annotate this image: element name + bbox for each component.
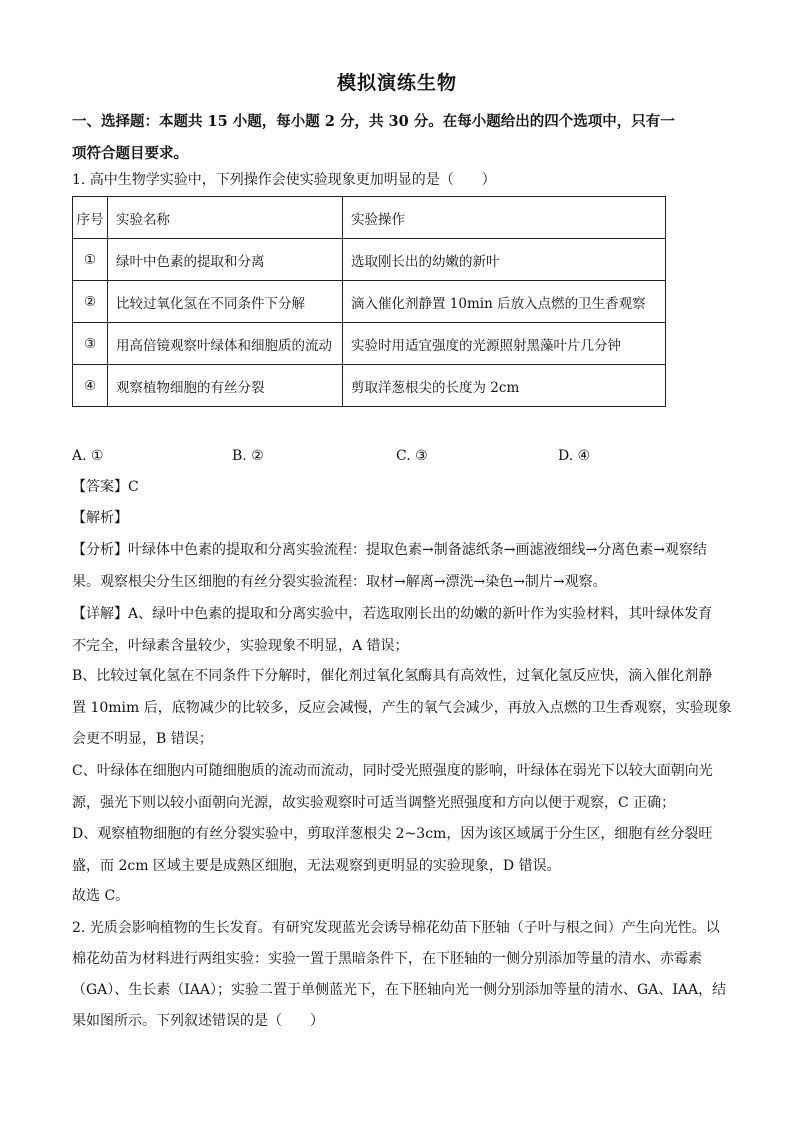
- question-1-stem: 1. 高中生物学实验中，下列操作会使实验现象更加明显的是（ ）: [72, 172, 496, 188]
- table-header-cell: 实验名称: [108, 197, 343, 239]
- table-row: [73, 239, 666, 281]
- table-row: [73, 323, 666, 365]
- question-2-line: 棉花幼苗为材料进行两组实验：实验一置于黑暗条件下，在下胚轴的一侧分别添加等量的清水、赤霉素: [72, 951, 702, 967]
- answer-label: 【答案】: [72, 479, 128, 495]
- table-cell: ②: [73, 281, 108, 323]
- xiangjie-text: 不完全，叶绿素含量较少，实验现象不明显，A 错误；: [72, 637, 409, 654]
- explanation-line: C、叶绿体在细胞内可随细胞质的流动而流动，同时受光照强度的影响，叶绿体在弱光下以较大面朝向光: [72, 763, 713, 779]
- section-heading-line: 一、选择题：本题共 15 小题，每小题 2 分，共 30 分。在每小题给出的四个选项中，只有一: [72, 113, 675, 130]
- explanation-line: B、比较过氧化氢在不同条件下分解时，催化剂过氧化氢酶具有高效性，过氧化氢反应快，滴入催化剂静: [72, 668, 713, 684]
- table-header-cell: 实验操作: [343, 197, 666, 239]
- fenxi-paragraph: [72, 535, 732, 598]
- explanation-line: 源，强光下则以较小面朝向光源，故实验观察时可适当调整光照强度和方向以便于观察，C 正确；: [72, 794, 676, 811]
- table-cell: 实验时用适宜强度的光源照射黑藻叶片几分钟: [343, 323, 666, 365]
- explanation-b: [72, 661, 732, 756]
- table-cell: 观察植物细胞的有丝分裂: [108, 365, 343, 407]
- page-title: 模拟演练生物: [336, 72, 457, 94]
- explanation-d: [72, 819, 732, 882]
- fenxi-text: 叶绿体中色素的提取和分离实验流程：提取色素→制备滤纸条→画滤液细线→分离色素→观察结: [128, 542, 707, 558]
- table-cell: 比较过氧化氢在不同条件下分解: [108, 281, 343, 323]
- table-cell: 剪取洋葱根尖的长度为 2cm: [343, 365, 666, 407]
- option-d[interactable]: D. ④: [558, 448, 591, 464]
- answer-options: [72, 446, 732, 466]
- table-cell: ④: [73, 365, 108, 407]
- table-cell: 用高倍镜观察叶绿体和细胞质的流动: [108, 323, 343, 365]
- section-heading: [72, 106, 732, 170]
- explanation-line: 盛，而 2cm 区域主要是成熟区细胞，无法观察到更明显的实验现象，D 错误。: [72, 857, 561, 874]
- answer-value: C: [128, 479, 139, 495]
- section-heading-line: 项符合题目要求。: [72, 145, 188, 162]
- table-row: [73, 281, 666, 323]
- xiangjie-paragraph: [72, 599, 732, 662]
- explanation-c: [72, 756, 732, 819]
- table-cell: ③: [73, 323, 108, 365]
- option-b[interactable]: B. ②: [232, 448, 264, 464]
- table-cell: 绿叶中色素的提取和分离: [108, 239, 343, 281]
- table-cell: ①: [73, 239, 108, 281]
- answer-line: [72, 472, 732, 504]
- table-header-cell: 序号: [73, 197, 108, 239]
- explanation-line: 置 10mim 后，底物减少的比较多，反应会减慢，产生的氧气会减少，再放入点燃的卫生香观察，实验现象: [72, 699, 732, 716]
- option-a[interactable]: A. ①: [72, 448, 104, 464]
- analysis-label: 【解析】: [72, 510, 128, 526]
- xiangjie-text: A、绿叶中色素的提取和分离实验中，若选取刚长出的幼嫩的新叶作为实验材料，其叶绿体发育: [128, 606, 713, 622]
- table-cell: 滴入催化剂静置 10min 后放入点燃的卫生香观察: [343, 281, 666, 323]
- table-cell: 选取刚长出的幼嫩的新叶: [343, 239, 666, 281]
- experiment-table: [72, 196, 666, 407]
- explanation-line: D、观察植物细胞的有丝分裂实验中，剪取洋葱根尖 2~3cm，因为该区域属于分生区，细胞有丝分裂旺: [72, 826, 713, 842]
- fenxi-label: 【分析】: [72, 542, 128, 558]
- explanation-line: 会更不明显，B 错误；: [72, 731, 213, 747]
- table-header-row: [73, 197, 666, 239]
- question-2-line: 2. 光质会影响植物的生长发育。有研究发现蓝光会诱导棉花幼苗下胚轴（子叶与根之间）产生向光性。以: [72, 920, 720, 936]
- xiangjie-label: 【详解】: [72, 606, 128, 622]
- question-2-line: （GA）、生长素（IAA）；实验二置于单侧蓝光下，在下胚轴向光一侧分别添加等量的清水、GA、IAA，结: [72, 982, 727, 998]
- question-2-line: 果如图所示。下列叙述错误的是（ ）: [72, 1013, 324, 1029]
- conclusion-line: 故选 C。: [72, 888, 130, 904]
- fenxi-text: 果。观察根尖分生区细胞的有丝分裂实验流程：取材→解离→漂洗→染色→制片→观察。: [72, 573, 607, 590]
- table-row: [73, 365, 666, 407]
- option-c[interactable]: C. ③: [396, 448, 428, 464]
